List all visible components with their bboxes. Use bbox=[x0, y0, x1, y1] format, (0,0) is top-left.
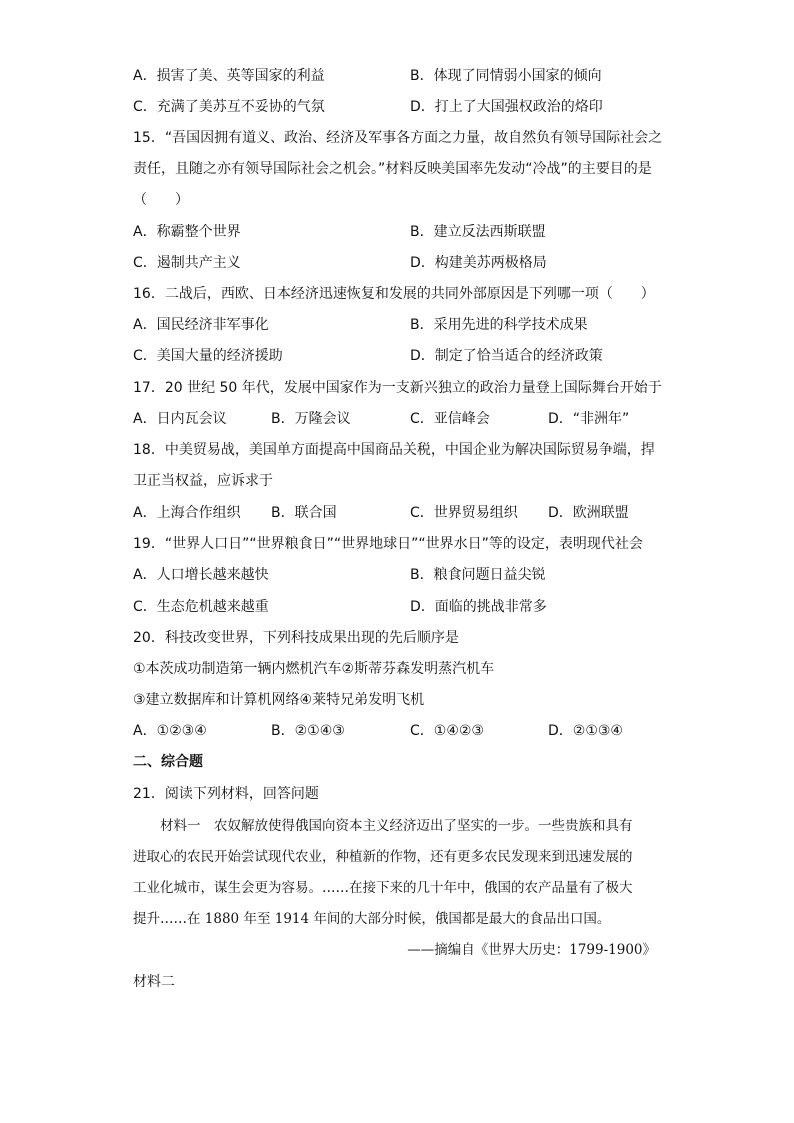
q19-stem: 19．“世界人口日”“世界粮食日”“世界地球日”“世界水日”等的设定，表明现代社会 bbox=[133, 536, 643, 552]
q19-option-c: C．生态危机越来越重 bbox=[133, 599, 269, 615]
q15-option-d: D．构建美苏两极格局 bbox=[410, 255, 547, 271]
q21-material1-line-2: 进取心的农民开始尝试现代农业，种植新的作物，还有更多农民发现来到迅速发展的 bbox=[133, 849, 633, 865]
q20-option-a: A．①②③④ bbox=[133, 723, 207, 739]
q20-option-b: B．②①④③ bbox=[271, 723, 345, 739]
q14-option-b: B．体现了同情弱小国家的倾向 bbox=[410, 68, 602, 84]
q19-option-b: B．粮食问题日益尖锐 bbox=[410, 567, 546, 583]
q21-material1-source: ——摘编自《世界大历史：1799-1900》 bbox=[407, 942, 656, 958]
q21-material1-line-4: 提升……在 1880 年至 1914 年间的大部分时候，俄国都是最大的食品出口国。 bbox=[133, 911, 611, 927]
q15-stem-line-2: 责任，且随之亦有领导国际社会之机会。”材料反映美国率先发动“冷战”的主要目的是 bbox=[133, 161, 652, 177]
q18-option-a: A．上海合作组织 bbox=[133, 505, 241, 521]
q21-material2-label: 材料二 bbox=[133, 974, 175, 990]
q18-stem-line-2: 卫正当权益，应诉求于 bbox=[133, 473, 273, 489]
q16-option-b: B．采用先进的科学技术成果 bbox=[410, 317, 588, 333]
q18-option-c: C．世界贸易组织 bbox=[410, 505, 518, 521]
q19-option-d: D．面临的挑战非常多 bbox=[410, 599, 547, 615]
q21-stem: 21．阅读下列材料，回答问题 bbox=[133, 786, 319, 802]
q15-option-b: B．建立反法西斯联盟 bbox=[410, 224, 546, 240]
q16-option-c: C．美国大量的经济援助 bbox=[133, 348, 283, 364]
q15-answer-bracket: （ ） bbox=[133, 192, 189, 208]
q17-option-b: B．万隆会议 bbox=[271, 411, 351, 427]
q18-stem-line-1: 18．中美贸易战，美国单方面提高中国商品关税，中国企业为解决国际贸易争端，捍 bbox=[133, 442, 655, 458]
q20-option-d: D．②①③④ bbox=[548, 723, 623, 739]
q16-option-a: A．国民经济非军事化 bbox=[133, 317, 269, 333]
q14-option-d: D．打上了大国强权政治的烙印 bbox=[410, 99, 603, 115]
q16-option-d: D．制定了恰当适合的经济政策 bbox=[410, 348, 603, 364]
q17-option-c: C．亚信峰会 bbox=[410, 411, 490, 427]
q15-option-c: C．遏制共产主义 bbox=[133, 255, 241, 271]
q19-option-a: A．人口增长越来越快 bbox=[133, 567, 269, 583]
q15-stem-line-1: 15．“吾国因拥有道义、政治、经济及军事各方面之力量，故自然负有领导国际社会之 bbox=[133, 130, 663, 146]
q21-material1-line-3: 工业化城市，谋生会更为容易。……在接下来的几十年中，俄国的农产品量有了极大 bbox=[133, 880, 633, 896]
q20-option-c: C．①④②③ bbox=[410, 723, 484, 739]
q18-option-d: D．欧洲联盟 bbox=[548, 505, 629, 521]
q20-items-line-1: ①本茨成功制造第一辆内燃机汽车②斯蒂芬森发明蒸汽机车 bbox=[133, 661, 495, 677]
q20-stem: 20．科技改变世界，下列科技成果出现的先后顺序是 bbox=[133, 630, 459, 646]
q21-material1-line-1: 材料一 农奴解放使得俄国向资本主义经济迈出了坚实的一步。一些贵族和具有 bbox=[133, 818, 633, 834]
q18-option-b: B．联合国 bbox=[271, 505, 337, 521]
q16-stem: 16．二战后，西欧、日本经济迅速恢复和发展的共同外部原因是下列哪一项（ ） bbox=[133, 286, 655, 302]
q17-option-d: D．“非洲年” bbox=[548, 411, 630, 427]
q17-option-a: A．日内瓦会议 bbox=[133, 411, 227, 427]
q15-option-a: A．称霸整个世界 bbox=[133, 224, 241, 240]
section-title-comprehensive: 二、综合题 bbox=[133, 754, 203, 770]
q20-items-line-2: ③建立数据库和计算机网络④莱特兄弟发明飞机 bbox=[133, 692, 425, 708]
q14-option-c: C．充满了美苏互不妥协的气氛 bbox=[133, 99, 325, 115]
q14-option-a: A．损害了美、英等国家的利益 bbox=[133, 68, 325, 84]
q17-stem: 17．20 世纪 50 年代，发展中国家作为一支新兴独立的政治力量登上国际舞台开始于 bbox=[133, 380, 662, 396]
